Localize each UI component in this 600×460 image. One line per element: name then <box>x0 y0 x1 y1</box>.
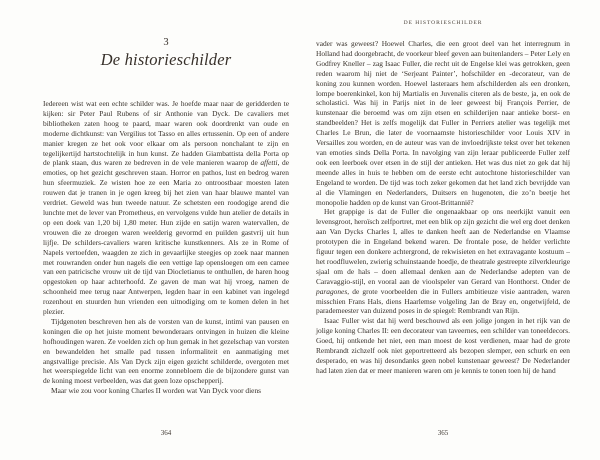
chapter-title: De historieschilder <box>100 50 232 69</box>
italic-text-run: affetti <box>260 158 278 168</box>
text-run: vader was geweest? Hoewel Charles, die een groot deel van het interregnum in Holland had doorgebracht, de voorkeur bleef geven aan buitenlanders – Peter Lely en Godfrey Kneller – zag Isaac Fuller, die recht uit de Engelse klei was getrokken, geen reden waarom hij niet de ‘Serjeant Painter’, hofschilder en -decorateur, van de koning zou kunnen worden. Hoewel lasteraars hem afschilderden als een dronken, lompe boerenkinkel, kon hij Martialis en Juvenalis citeren als de beste, ja, en ook de scholastici. Was hij in Parijs niet in de leer geweest bij François Perrier, de kunstenaar die beroemd was om zijn etsen en schilderijen naar antieke borst- en standbeelden? Het is zelfs mogelijk dat Fuller in Perriers atelier was tegelijk met Charles Le Brun, die later de voornaamste historieschilder voor Louis XIV in Versailles zou worden, en de auteur was van de invloedrijkste tekst over het tekenen van emoties sinds Della Porta. In navolging van zijn leraar publiceerde Fuller zelf ook een leerboek over etsen in de stijl der antieken. Het was dus niet zo gek dat hij meende alles in huis te hebben om de eerste echt autochtone historieschilder van Engeland te worden. De tijd was toch zeker gekomen dat het land zich bevrijdde van al die Vlamingen en Nederlanders, Duitsers en hugenoten, die zo’n beetje het monopolie hadden op de kunst van Groot-Brittannië? <box>316 39 570 207</box>
paragraph <box>43 317 289 386</box>
text-run: Isaac Fuller wist dat hij werd beschouwd als een jolige jongen in het rijk van de jolige koning Charles II: een decorateur van taveernes, een schilder van toneeldecors. Goed, hij ontkende het niet, een man moest de kost verdienen, maar had de grote Rembrandt zichzelf ook niet geportretteerd als bezopen slemper, een schurk en een desperado, en was hij desondanks geen nobel kunstenaar geweest? De Nederlander had laten zien dat er meer manieren waren om je kennis te tonen toen hij de hand <box>316 316 570 375</box>
right-page-text <box>316 39 570 376</box>
text-run: Tijdgenoten beschreven hen als de vorsten van de kunst, intimi van pausen en koningen die op het juiste moment bewonderaars ontvingen in huizen die kleine hofhoudingen waren. Ze voelden zich op hun gemak in het gezelschap van vorsten en bewandelden het smalle pad tussen informaliteit en aanmatiging met angstvallige precisie. Als Van Dyck zijn eigen gezicht schilderde, overgoten met het weerspiegelde licht van een enorme zonnebloem die de bijzondere gunst van de koning moest verbeelden, was dat geen loze opschepperij. <box>43 316 289 386</box>
left-page-text <box>43 99 289 396</box>
text-run: Maar wie zou voor koning Charles II worden wat Van Dyck voor diens <box>51 386 262 396</box>
right-page <box>316 0 570 460</box>
text-run: Iedereen wist wat een echte schilder was. Je hoefde maar naar de geridderden te kijken: sir Peter Paul Rubens of sir Anthonie van Dyck. De cavaliers met bibliotheken zaten hoog te paard, maar waren ook doordrenkt van oude en moderne dichtkunst: van Vergilius tot Tasso en alles ertussenin. Op een of andere manier kregen ze het ook voor elkaar om als persoon nonchalant te zijn en tegelijkertijd hartstochtelijk in hun kunst. Ze hadden Giambattista della Porta op de plank staan, dus waren ze bedreven in de vele manieren waarop de <box>43 99 289 168</box>
italic-text-run: paragones <box>316 286 348 296</box>
chapter-number: 3 <box>163 37 169 48</box>
text-run: Het grappige is dat de Fuller die ongenaakbaar op ons neerkijkt vanuit een levensgroot, heroïsch zelfportret, met een blik op zijn gezicht die wel erg doet denken aan Van Dycks Charles I, alles te danken heeft aan de Nederlandse en Vlaamse prototypen die in Engeland bekend waren. De frontale pose, de helder verlichte figuur tegen een donkere achtergrond, de rekwisieten en het extravagante kostuum – het roodfluwelen, zwierig schuinstaande hoedje, de theatrale gestreepte zilverkleurige sjaal om de hals – doen allemaal denken aan de Nederlandse adepten van de Caravaggio-stijl, en vooral aan de vioolspeler van Gerard van Honthorst. Onder de <box>316 207 570 286</box>
paragraph <box>316 39 570 207</box>
running-header: DE HISTORIESCHILDER <box>403 20 483 26</box>
paragraph <box>43 99 289 317</box>
text-run: , de emoties, op het gezicht geschreven staan. Horror en pathos, lust en bedrog waren hun sfeermuziek. Ze wisten hoe ze een Maria zo ontroostbaar moesten laten rouwen dat je tranen in je ogen kreeg bij het zien van haar blauwe mantel van verdriet. Geweld was hun tweede natuur. Ze schetsten een roodogige arend die lunchte met de lever van Prometheus, en vervolgens vulde hun atelier de details in op een doek van 1,20 bij 1,80 meter. Hun zijde en satijn waren watervallen, de vrouwen die ze droegen waren weelderig gevormd en puilden gastvrij uit hun lijfje. De schilders-cavaliers waren kritische kunstkenners. Als ze in Rome of Napels vertoefden, waagden ze zich in gevaarlijke steegjes op zoek naar mannen met rouwranden onder hun nagels die een vettige lap opensloegen om een camee van een patricische vrouw uit de tijd van Diocletianus te onthullen, de haren hoog opgestoken op haar achterhoofd. Ze gaven de man wat hij vroeg, namen de schoonheid mee terug naar Antwerpen, legden haar in een kabinet van ingelegd rozenhout en stuurden hun vrienden een uitnodiging om te komen delen in het plezier. <box>43 158 290 317</box>
text-run: , de grote voorbeelden die in Fullers ambitieuze visie aantraden, waren misschien Frans Hals, diens Haarlemse volgeling Jan de Bray en, ongetwijfeld, de parademeester van duizend poses in de spiegel: Rembrandt van Rijn. <box>316 286 570 316</box>
paragraph <box>316 207 570 316</box>
paragraph <box>316 316 570 375</box>
page-number-left: 364 <box>160 429 172 437</box>
page-number-right: 365 <box>437 429 449 437</box>
paragraph <box>43 386 289 396</box>
left-page <box>43 0 289 460</box>
